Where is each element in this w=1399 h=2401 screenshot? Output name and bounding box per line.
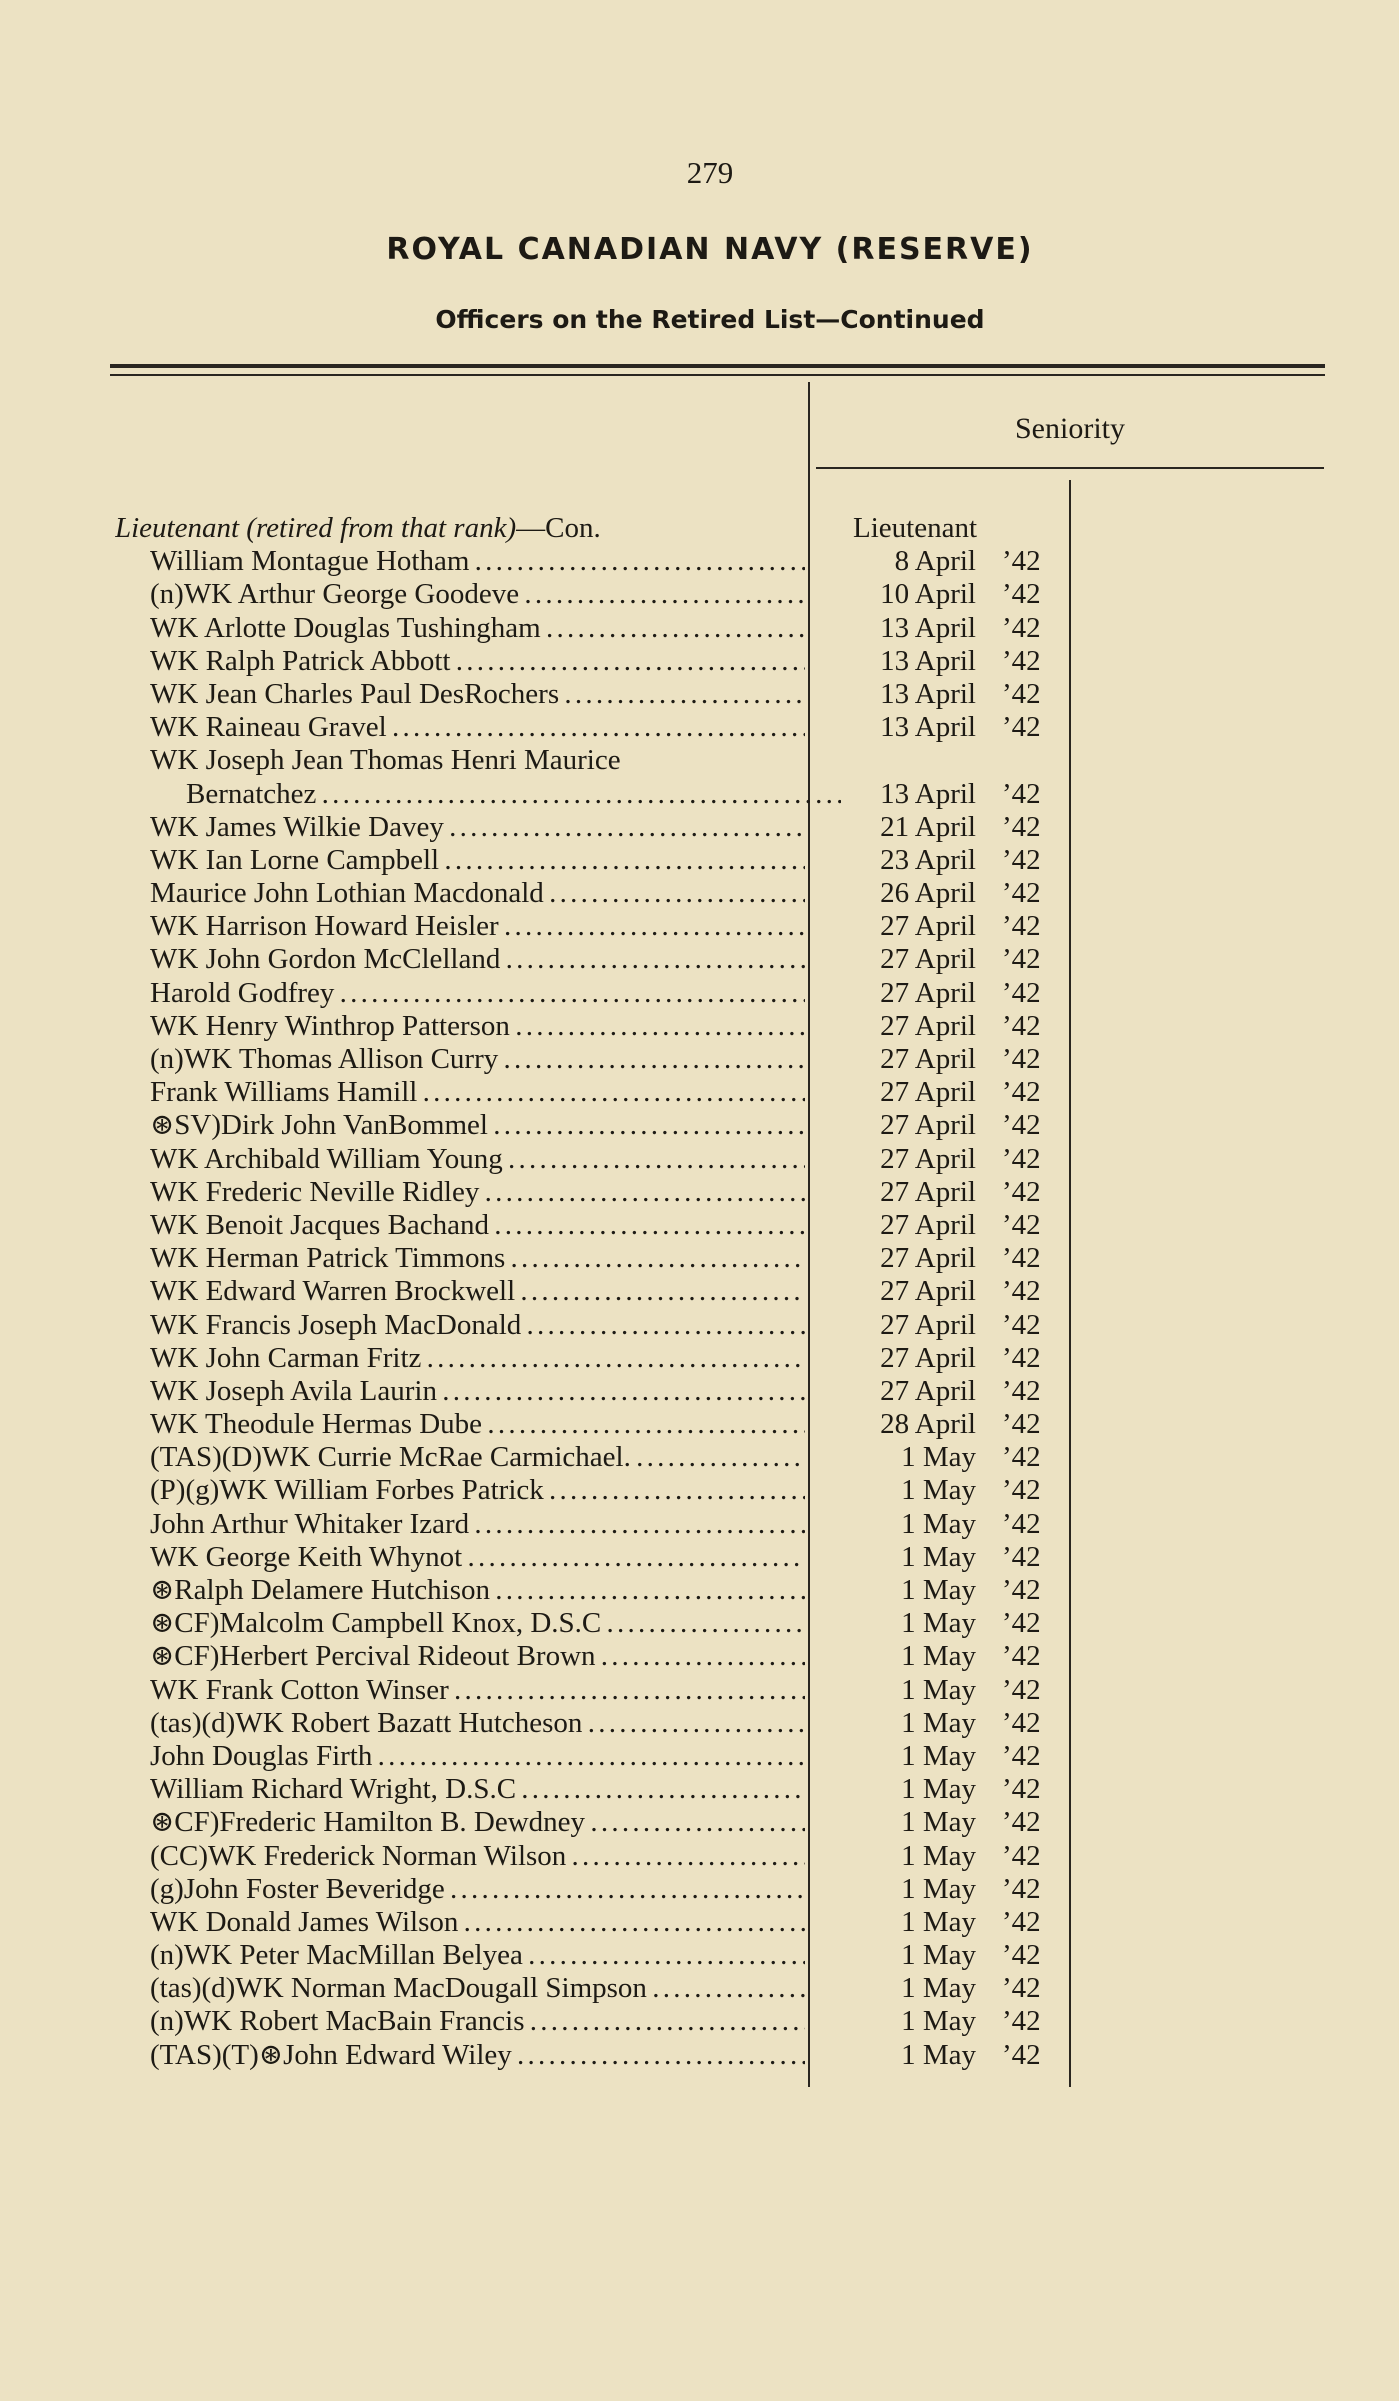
seniority-year: ’42 [1002, 1441, 1041, 1474]
seniority-day-month: 27 April [880, 1175, 976, 1208]
page-number: 279 [686, 155, 734, 190]
officer-name: WK Frank Cotton Winser . . . [150, 1674, 805, 1707]
seniority-date [830, 1209, 1060, 1242]
officer-name: (n)WK Arthur George Goodeve . . . [150, 578, 805, 611]
seniority-day-month: 27 April [880, 1043, 976, 1075]
seniority-day-month: 21 April [880, 810, 976, 843]
seniority-year: ’42 [1002, 943, 1041, 976]
officer-name: WK Ralph Patrick Abbott . . . [150, 645, 805, 678]
officer-name: (n)WK Peter MacMillan Belyea . . . [150, 1939, 805, 1972]
seniority-day-month: 27 April [880, 1009, 976, 1042]
seniority-day-month: 1 May [901, 1474, 976, 1507]
seniority-year: ’42 [1002, 1341, 1041, 1374]
seniority-year: ’42 [1002, 1905, 1041, 1938]
officer-name: WK Francis Joseph MacDonald . . . [150, 1309, 805, 1342]
officer-name-continuation: Bernatchez . . . [186, 778, 841, 811]
seniority-date [830, 1474, 1060, 1507]
seniority-day-month: 27 April [880, 1374, 976, 1407]
officer-name: WK Arlotte Douglas Tushingham . . . [150, 612, 805, 645]
seniority-date [830, 612, 1060, 645]
seniority-date [830, 545, 1060, 578]
seniority-year: ’42 [1002, 1374, 1041, 1407]
seniority-date [830, 1342, 1060, 1375]
seniority-day-month: 1 May [901, 1939, 976, 1972]
seniority-day-month: 26 April [880, 877, 976, 910]
seniority-day-month: 27 April [880, 1208, 976, 1241]
seniority-date [830, 1806, 1060, 1839]
seniority-year: ’42 [1002, 1839, 1041, 1872]
seniority-date [830, 1607, 1060, 1640]
seniority-day-month: 8 April [894, 545, 976, 578]
officer-name: John Arthur Whitaker Izard . . . [150, 1508, 805, 1541]
seniority-date [830, 1109, 1060, 1142]
seniority-date [830, 910, 1060, 943]
seniority-date [830, 1674, 1060, 1707]
seniority-year: ’42 [1002, 1972, 1041, 2005]
seniority-header-rule [816, 467, 1324, 469]
seniority-date [830, 1773, 1060, 1806]
seniority-year: ’42 [1002, 2038, 1041, 2071]
officer-name: William Richard Wright, D.S.C . . . [150, 1773, 805, 1806]
section-suffix: —Con. [516, 512, 601, 544]
seniority-date [830, 1242, 1060, 1275]
officer-name: WK Harrison Howard Heisler . . . [150, 910, 805, 943]
seniority-day-month: 27 April [880, 1308, 976, 1341]
seniority-date [830, 943, 1060, 976]
officer-name: William Montague Hotham . . . [150, 545, 805, 578]
officer-name: ⊛CF)Herbert Percival Rideout Brown . . . [150, 1640, 805, 1673]
seniority-year: ’42 [1002, 1673, 1041, 1706]
seniority-day-month: 1 May [901, 2005, 976, 2038]
officer-name: WK James Wilkie Davey . . . [150, 811, 805, 844]
seniority-year: ’42 [1002, 1507, 1041, 1540]
seniority-year: ’42 [1002, 2005, 1041, 2038]
seniority-year: ’42 [1002, 1308, 1041, 1341]
seniority-date [830, 844, 1060, 877]
seniority-date [830, 1740, 1060, 1773]
officer-name: (TAS)(T)⊛John Edward Wiley . . . [150, 2039, 805, 2072]
seniority-year: ’42 [1002, 910, 1041, 943]
seniority-date [830, 1143, 1060, 1176]
seniority-date [830, 578, 1060, 611]
seniority-year: ’42 [1002, 1142, 1041, 1175]
seniority-year: ’42 [1002, 1109, 1041, 1142]
seniority-year: ’42 [1002, 810, 1041, 843]
seniority-year: ’42 [1002, 1043, 1041, 1075]
officer-name: (CC)WK Frederick Norman Wilson . . . [150, 1840, 805, 1873]
seniority-year: ’42 [1002, 1574, 1041, 1606]
officer-name: (n)WK Thomas Allison Curry . . . [150, 1043, 805, 1076]
seniority-day-month: 23 April [880, 843, 976, 876]
seniority-day-month: 28 April [880, 1408, 976, 1441]
seniority-date [830, 711, 1060, 744]
seniority-day-month: 13 April [880, 611, 976, 644]
officer-name: WK Henry Winthrop Patterson . . . [150, 1010, 805, 1043]
seniority-date [830, 977, 1060, 1010]
officer-name: WK Joseph Avila Laurin . . . [150, 1375, 805, 1408]
seniority-date [830, 1707, 1060, 1740]
header-rule-thick [110, 364, 1325, 368]
seniority-year: ’42 [1002, 976, 1041, 1009]
seniority-year: ’42 [1002, 711, 1041, 744]
seniority-year: ’42 [1002, 1706, 1041, 1739]
seniority-date [830, 1508, 1060, 1541]
seniority-day-month: 13 April [880, 777, 976, 810]
seniority-day-month: 1 May [901, 2038, 976, 2071]
seniority-year: ’42 [1002, 877, 1041, 910]
officer-name: WK George Keith Whynot . . . [150, 1541, 805, 1574]
officer-name: ⊛Ralph Delamere Hutchison . . . [150, 1574, 805, 1607]
seniority-year: ’42 [1002, 611, 1041, 644]
seniority-day-month: 1 May [901, 1905, 976, 1938]
seniority-day-month: 27 April [880, 1142, 976, 1175]
seniority-year: ’42 [1002, 1939, 1041, 1972]
seniority-date [830, 2039, 1060, 2072]
seniority-day-month: 27 April [880, 1341, 976, 1374]
column-divider [808, 382, 810, 2087]
seniority-year: ’42 [1002, 1773, 1041, 1806]
seniority-date [830, 811, 1060, 844]
officer-name: Maurice John Lothian Macdonald . . . [150, 877, 805, 910]
seniority-year: ’42 [1002, 1009, 1041, 1042]
seniority-day-month: 27 April [880, 1242, 976, 1275]
officer-name: John Douglas Firth . . . [150, 1740, 805, 1773]
seniority-rank-label: Lieutenant [853, 512, 978, 544]
seniority-date [830, 1441, 1060, 1474]
seniority-year: ’42 [1002, 1275, 1041, 1308]
seniority-day-month: 1 May [901, 1673, 976, 1706]
officer-name: WK Joseph Jean Thomas Henri Maurice [150, 744, 621, 777]
officer-name: (TAS)(D)WK Currie McRae Carmichael. . . . [150, 1441, 805, 1474]
seniority-day-month: 13 April [880, 644, 976, 677]
seniority-day-month: 1 May [901, 1739, 976, 1772]
seniority-date [830, 1275, 1060, 1308]
seniority-date [830, 1010, 1060, 1043]
seniority-year: ’42 [1002, 677, 1041, 710]
seniority-year: ’42 [1002, 545, 1041, 578]
seniority-year: ’42 [1002, 1540, 1041, 1573]
officer-name: WK Herman Patrick Timmons . . . [150, 1242, 805, 1275]
seniority-date [830, 1176, 1060, 1209]
seniority-date [830, 1873, 1060, 1906]
seniority-date [830, 1939, 1060, 1972]
seniority-date [830, 678, 1060, 711]
seniority-day-month: 27 April [880, 1275, 976, 1308]
section-heading [115, 512, 770, 545]
seniority-year: ’42 [1002, 578, 1041, 611]
officer-name: WK Benoit Jacques Bachand . . . [150, 1209, 805, 1242]
header-rule-thin [110, 374, 1325, 376]
seniority-date [830, 877, 1060, 910]
seniority-day-month: 13 April [880, 711, 976, 744]
seniority-year: ’42 [1002, 1872, 1041, 1905]
seniority-day-month: 1 May [901, 1972, 976, 2005]
seniority-day-month: 1 May [901, 1540, 976, 1573]
seniority-year: ’42 [1002, 777, 1041, 810]
seniority-date [830, 1408, 1060, 1441]
officer-name: ⊛CF)Frederic Hamilton B. Dewdney . . . [150, 1806, 805, 1839]
officer-name: WK Donald James Wilson . . . [150, 1906, 805, 1939]
seniority-column-header: Seniority [1015, 412, 1125, 445]
seniority-day-month: 1 May [901, 1507, 976, 1540]
page-title: ROYAL CANADIAN NAVY (RESERVE) [386, 232, 1034, 267]
page-subtitle: Officers on the Retired List—Continued [435, 305, 985, 334]
seniority-date [830, 1906, 1060, 1939]
section-rank: Lieutenant (retired from that rank) [115, 512, 517, 544]
seniority-date [830, 1043, 1060, 1076]
seniority-year: ’42 [1002, 1739, 1041, 1772]
officer-name: WK John Carman Fritz . . . [150, 1342, 805, 1375]
seniority-day-month: 1 May [901, 1441, 976, 1474]
seniority-day-month: 1 May [901, 1839, 976, 1872]
seniority-day-month: 27 April [880, 1076, 976, 1109]
officer-name: Frank Williams Hamill . . . [150, 1076, 805, 1109]
seniority-day-month: 27 April [880, 976, 976, 1009]
officer-name: ⊛SV)Dirk John VanBommel . . . [150, 1109, 805, 1142]
officer-name: (tas)(d)WK Robert Bazatt Hutcheson . . . [150, 1707, 805, 1740]
officer-name: WK Frederic Neville Ridley . . . [150, 1176, 805, 1209]
seniority-day-month: 1 May [901, 1607, 976, 1640]
seniority-date [830, 1541, 1060, 1574]
officer-name: (tas)(d)WK Norman MacDougall Simpson . . . [150, 1972, 805, 2005]
officer-name: (P)(g)WK William Forbes Patrick . . . [150, 1474, 805, 1507]
seniority-year: ’42 [1002, 1175, 1041, 1208]
seniority-column-divider [1069, 480, 1071, 2087]
seniority-year: ’42 [1002, 1208, 1041, 1241]
seniority-year: ’42 [1002, 1474, 1041, 1507]
officer-name: WK John Gordon McClelland . . . [150, 943, 805, 976]
seniority-year: ’42 [1002, 1242, 1041, 1275]
seniority-date [830, 2005, 1060, 2038]
seniority-date [830, 1375, 1060, 1408]
officer-name: WK Edward Warren Brockwell . . . [150, 1275, 805, 1308]
officer-name: WK Jean Charles Paul DesRochers . . . [150, 678, 805, 711]
seniority-day-month: 1 May [901, 1574, 976, 1606]
officer-name: ⊛CF)Malcolm Campbell Knox, D.S.C . . . [150, 1607, 805, 1640]
seniority-date [830, 1972, 1060, 2005]
officer-name: WK Theodule Hermas Dube . . . [150, 1408, 805, 1441]
seniority-year: ’42 [1002, 644, 1041, 677]
seniority-date [830, 1574, 1060, 1607]
seniority-date [830, 1309, 1060, 1342]
seniority-day-month: 1 May [901, 1640, 976, 1673]
seniority-year: ’42 [1002, 1607, 1041, 1640]
seniority-day-month: 27 April [880, 910, 976, 943]
officer-name: (g)John Foster Beveridge . . . [150, 1873, 805, 1906]
seniority-date [830, 1640, 1060, 1673]
seniority-day-month: 1 May [901, 1872, 976, 1905]
seniority-date [830, 1840, 1060, 1873]
seniority-day-month: 1 May [901, 1706, 976, 1739]
officer-name: WK Raineau Gravel . . . [150, 711, 805, 744]
seniority-day-month: 10 April [880, 578, 976, 611]
officer-name: WK Archibald William Young . . . [150, 1143, 805, 1176]
seniority-day-month: 1 May [901, 1773, 976, 1806]
seniority-date [830, 1076, 1060, 1109]
seniority-year: ’42 [1002, 1806, 1041, 1839]
seniority-year: ’42 [1002, 1076, 1041, 1109]
seniority-year: ’42 [1002, 1408, 1041, 1441]
seniority-year: ’42 [1002, 843, 1041, 876]
officer-name: (n)WK Robert MacBain Francis . . . [150, 2005, 805, 2038]
officer-name: Harold Godfrey . . . [150, 977, 805, 1010]
seniority-day-month: 13 April [880, 677, 976, 710]
seniority-day-month: 27 April [880, 943, 976, 976]
seniority-day-month: 27 April [880, 1109, 976, 1142]
seniority-date [830, 645, 1060, 678]
seniority-year: ’42 [1002, 1640, 1041, 1673]
officer-name: WK Ian Lorne Campbell . . . [150, 844, 805, 877]
seniority-date [830, 778, 1060, 811]
seniority-day-month: 1 May [901, 1806, 976, 1839]
